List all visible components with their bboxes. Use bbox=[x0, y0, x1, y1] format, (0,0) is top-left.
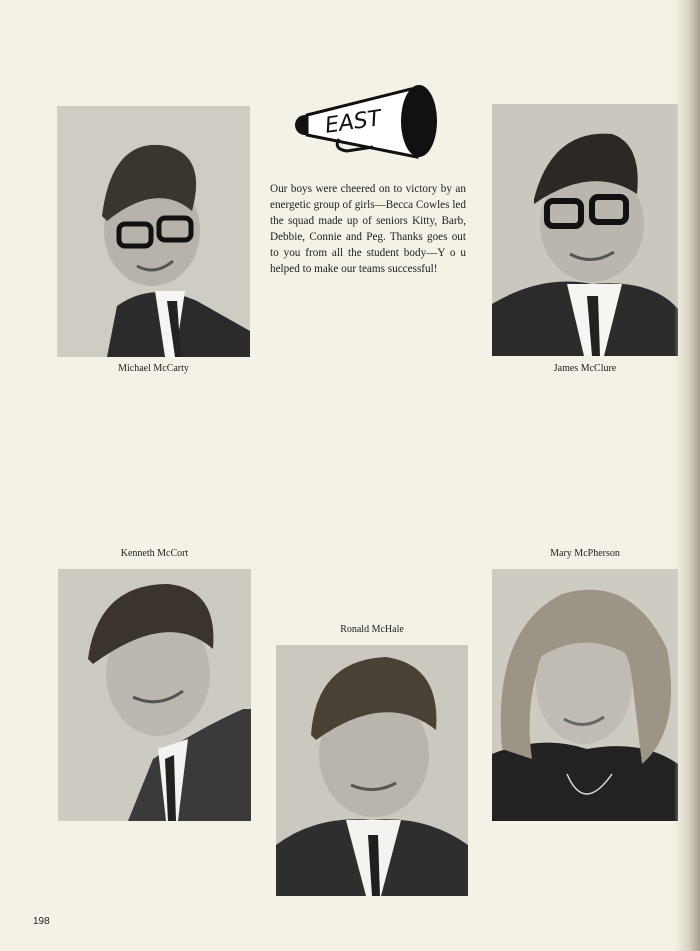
portrait-photo bbox=[276, 645, 468, 896]
portrait-caption: James McClure bbox=[553, 363, 617, 374]
portrait-caption: Ronald McHale bbox=[340, 624, 404, 635]
portrait-photo bbox=[492, 104, 678, 356]
portrait-caption: Michael McCarty bbox=[118, 363, 189, 374]
megaphone-label: EAST bbox=[323, 106, 383, 139]
portrait-caption: Kenneth McCort bbox=[120, 548, 189, 559]
portrait-caption: Mary McPherson bbox=[550, 548, 620, 559]
portrait-photo bbox=[58, 569, 251, 821]
page-number: 198 bbox=[33, 916, 50, 927]
cheer-blurb: Our boys were cheered on to victory by an energetic group of girls—Becca Cowles led the squad made up of seniors Kitty, Barb, Debbie, Connie and Peg. Thanks goes out to you from all the student body—Y o u helped to make our teams successful! bbox=[270, 183, 466, 275]
megaphone-illustration bbox=[293, 83, 443, 159]
portrait-photo bbox=[57, 106, 250, 357]
page-edge-shadow bbox=[674, 0, 700, 951]
portrait-photo bbox=[492, 569, 678, 821]
